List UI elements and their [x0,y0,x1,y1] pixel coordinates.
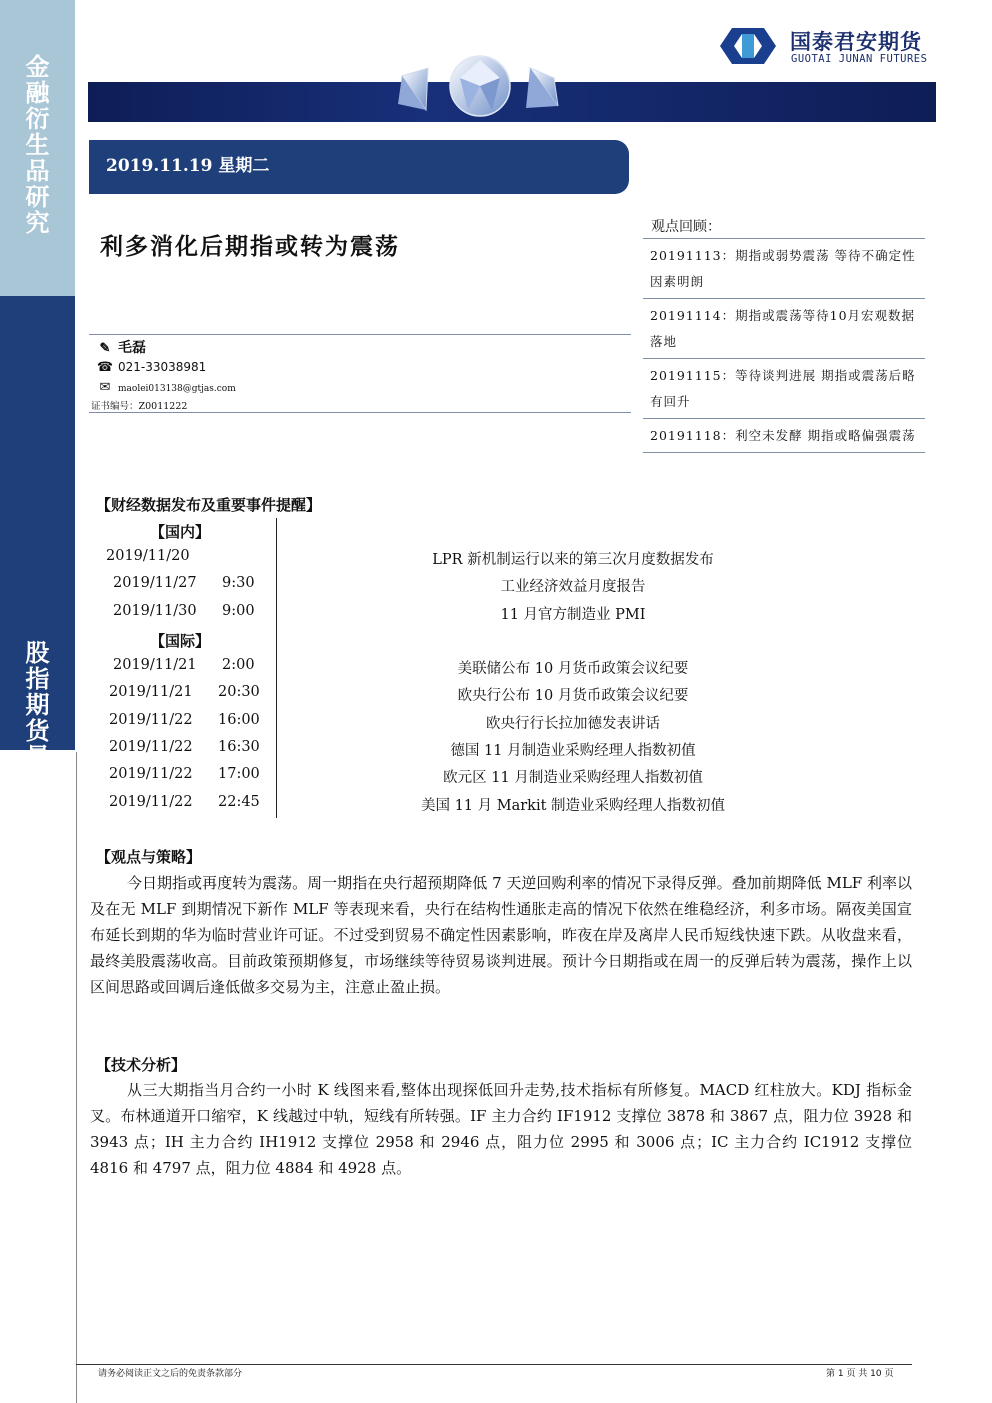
review-item: 20191113：期指或弱势震荡 等待不确定性因素明朗 [643,238,925,298]
event-date: 2019/11/22 [109,711,193,728]
international-title: 【国际】 [150,632,211,650]
author-cert-row [91,398,187,412]
review-item: 20191114：期指或震荡等待10月宏观数据落地 [643,298,925,358]
review-title: 观点回顾： [651,219,721,235]
report-date: 2019.11.19 星期二 [106,156,270,176]
event-date: 2019/11/22 [109,766,193,783]
review-list [643,238,925,453]
review-item: 20191115：等待谈判进展 期指或震荡后略有回升 [643,358,925,418]
author-phone-row [96,360,206,375]
event-description: 欧央行公布 10 月货币政策会议纪要 [457,688,689,705]
footer-disclaimer: 请务必阅读正文之后的免责条款部分 [98,1369,243,1379]
sidebar-char: 融 [25,79,50,107]
event-description: LPR 新机制运行以来的第三次月度数据发布 [432,552,714,568]
left-margin-rule [76,752,77,1403]
cert-number: Z0011222 [138,401,188,412]
footer-rule [76,1364,912,1365]
event-time: 9:30 [222,575,255,592]
author-divider-top [89,334,631,335]
event-description: 欧央行行长拉加德发表讲话 [486,715,660,732]
author-email[interactable]: maolei013138@gtjas.com [118,384,236,394]
sidebar-char: 报 [25,769,50,797]
sidebar-char: 晨 [25,743,50,771]
author-name-row [96,337,146,357]
event-time: 20:30 [218,684,260,701]
report-title: 利多消化后期指或转为震荡 [100,233,400,260]
sidebar-char: 生 [25,131,50,159]
event-date: 2019/11/30 [113,602,197,619]
sidebar-bottom-panel [0,296,75,797]
diamond-gems-icon [388,48,568,124]
events-title: 【财经数据发布及重要事件提醒】 [96,496,322,514]
event-time: 22:45 [218,793,260,810]
event-time: 16:00 [218,711,260,728]
logo-name-en: GUOTAI JUNAN FUTURES [791,53,928,65]
sidebar-top-panel [0,0,75,296]
sidebar-char: 期 [25,691,50,719]
domestic-title: 【国内】 [150,523,211,541]
sidebar-label-report [0,640,75,796]
event-description: 德国 11 月制造业采购经理人指数初值 [450,742,696,759]
sidebar-char: 货 [25,717,50,745]
event-time: 2:00 [222,657,255,673]
event-description: 工业经济效益月度报告 [500,579,646,596]
review-item: 20191118：利空未发酵 期指或略偏强震荡 [643,418,925,452]
sidebar-char: 衍 [25,105,50,133]
logo-name-cn: 国泰君安期货 [790,30,922,54]
sidebar-char: 金 [25,53,50,81]
event-description: 美联储公布 10 月货币政策会议纪要 [457,661,689,677]
event-time: 9:00 [222,602,255,619]
events-divider [276,518,277,818]
footer-page-number: 第 1 页 共 10 页 [826,1369,894,1379]
technical-title: 【技术分析】 [96,1056,187,1074]
strategy-title: 【观点与策略】 [96,848,202,866]
author-phone: 021-33038981 [118,360,207,374]
author-divider-bottom [89,412,631,413]
sidebar-char: 研 [25,183,50,211]
event-description: 11 月官方制造业 PMI [500,606,646,623]
author-name: 毛磊 [118,340,146,356]
event-description: 欧元区 11 月制造业采购经理人指数初值 [443,770,703,787]
event-time: 16:30 [218,738,260,755]
phone-icon: ☎ [96,360,114,375]
pen-icon: ✎ [99,341,111,356]
email-icon: ✉ [99,380,111,395]
event-date: 2019/11/20 [106,548,190,564]
author-email-row [96,380,236,395]
company-logo-icon [716,24,780,68]
event-date: 2019/11/21 [109,684,193,701]
sidebar-label-research [0,54,75,236]
event-date: 2019/11/22 [109,738,193,755]
sidebar-char: 究 [25,209,50,237]
sidebar-char: 品 [25,157,50,185]
technical-paragraph: 从三大期指当月合约一小时 K 线图来看,整体出现探低回升走势,技术指标有所修复。MACD 红柱放大。KDJ 指标金叉。布林通道开口缩窄，K 线越过中轨，短线有所转强。IF 主力合约 IF1912 支撑位 3878 和 3867 点，阻力位 3928 和 3943 点；IH 主力合约 IH1912 支撑位 2958 和 2946 点，阻力位 2995 和 3006 点；IC 主力合约 IC1912 支撑位 4816 和 4797 点，阻力位 4884 和 4928 点。 [90,1081,912,1177]
event-date: 2019/11/21 [113,657,197,673]
event-time: 17:00 [218,766,260,783]
strategy-paragraph: 今日期指或再度转为震荡。周一期指在央行超预期降低 7 天逆回购利率的情况下录得反弹。叠加前期降低 MLF 利率以及在无 MLF 到期情况下新作 MLF 等表现来看，央行在结构性通胀走高的情况下依然在维稳经济，利多市场。隔夜美国宣布延长到期的华为临时营业许可证。不过受到贸易不确定性因素影响，昨夜在岸及离岸人民币短线快速下跌。从收盘来看，最终美股震荡收高。目前政策预期修复，市场继续等待贸易谈判进展。预计今日期指或在周一的反弹后转为震荡，操作上以区间思路或回调后逢低做多交易为主，注意止盈止损。 [90,874,912,996]
cert-label: 证书编号： [91,401,139,412]
event-description: 美国 11 月 Markit 制造业采购经理人指数初值 [420,797,726,814]
event-date: 2019/11/27 [113,575,197,592]
event-date: 2019/11/22 [109,793,193,810]
sidebar-char: 股 [25,639,50,667]
review-divider-end [643,452,925,453]
sidebar-char: 指 [25,665,50,693]
